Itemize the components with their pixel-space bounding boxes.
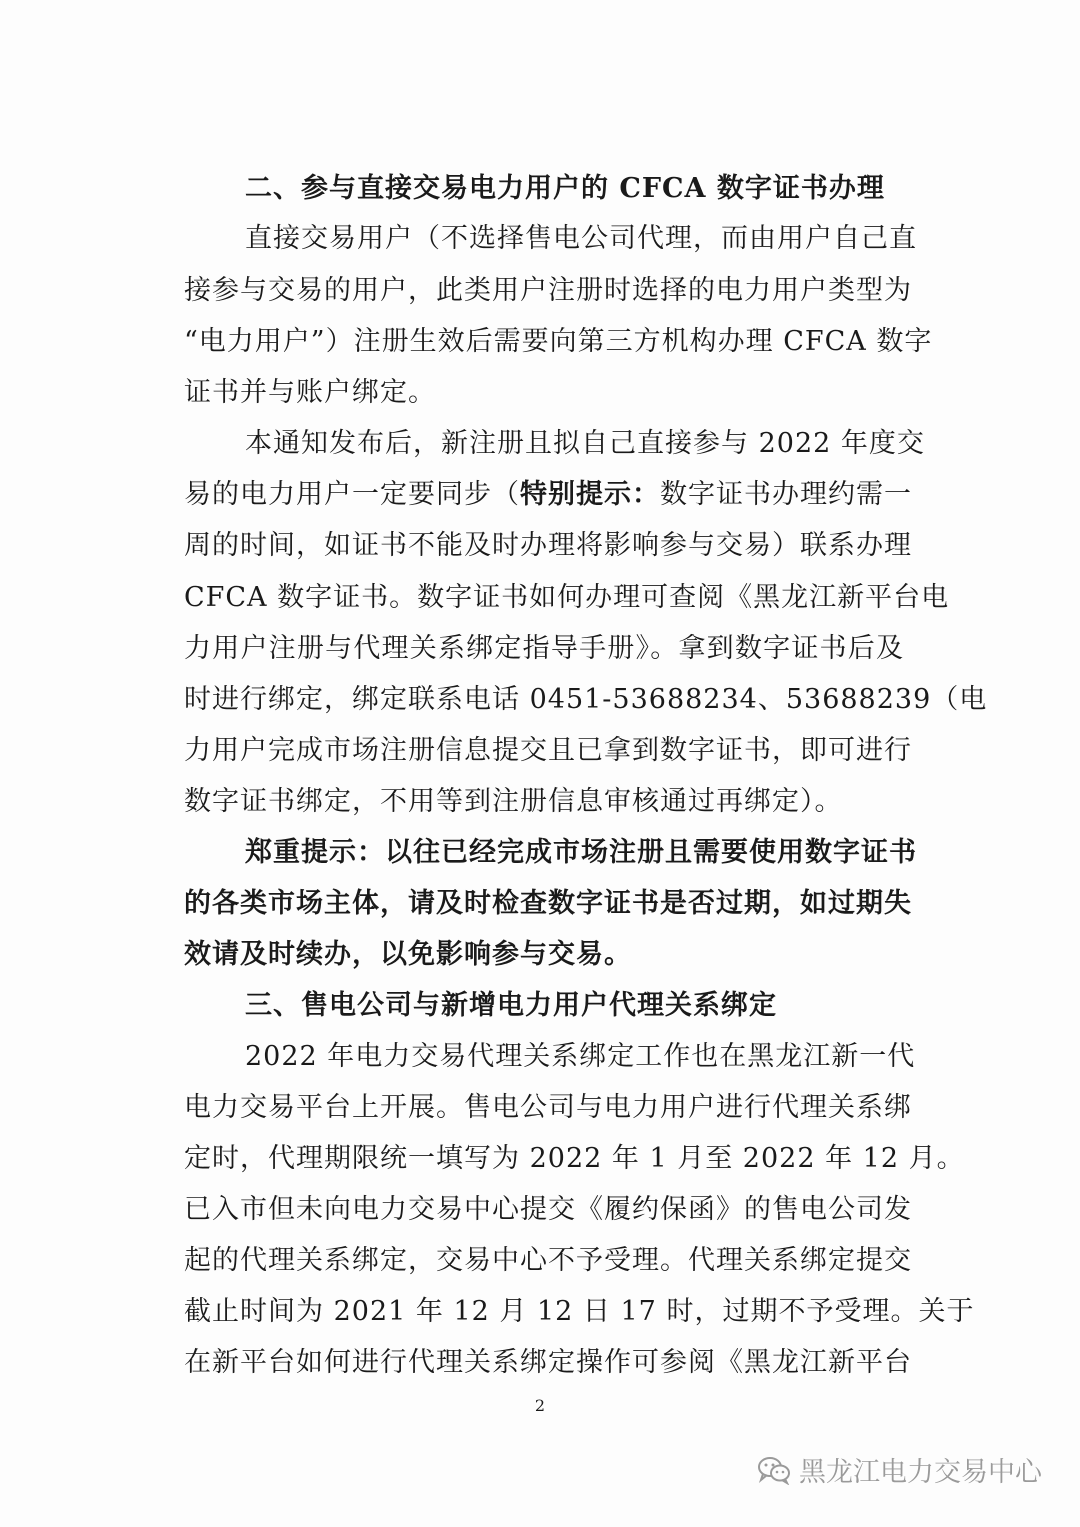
text-line: 起的代理关系绑定，交易中心不予受理。代理关系绑定提交 <box>184 1245 912 1276</box>
text-line: 证书并与账户绑定。 <box>184 377 436 408</box>
text-line-mixed <box>184 472 912 511</box>
text-line: 数字证书绑定，不用等到注册信息审核通过再绑定）。 <box>184 786 843 817</box>
text-line: 周的时间，如证书不能及时办理将影响参与交易）联系办理 <box>184 530 912 561</box>
text-segment: 易的电力用户一定要同步（ <box>184 479 520 510</box>
account-watermark <box>757 1450 1042 1489</box>
notice-line: 的各类市场主体，请及时检查数字证书是否过期，如过期失 <box>184 888 912 919</box>
wechat-icon <box>757 1455 791 1485</box>
text-line: 力用户注册与代理关系绑定指导手册》。拿到数字证书后及 <box>184 633 904 664</box>
text-line: “电力用户”）注册生效后需要向第三方机构办理 CFCA 数字 <box>184 326 933 357</box>
text-line: 时进行绑定，绑定联系电话 0451-53688234、53688239（电 <box>184 684 988 715</box>
notice-line: 效请及时续办，以免影响参与交易。 <box>184 939 632 970</box>
text-line: 2022 年电力交易代理关系绑定工作也在黑龙江新一代 <box>245 1041 916 1072</box>
text-line: 力用户完成市场注册信息提交且已拿到数字证书，即可进行 <box>184 735 912 766</box>
text-line: 本通知发布后，新注册且拟自己直接参与 2022 年度交 <box>245 428 925 459</box>
section3-heading: 三、售电公司与新增电力用户代理关系绑定 <box>245 990 777 1021</box>
notice-line: 郑重提示：以往已经完成市场注册且需要使用数字证书 <box>245 837 917 868</box>
text-segment: 数字证书办理约需一 <box>660 479 912 510</box>
special-hint-label: 特别提示： <box>520 479 660 510</box>
text-line: 已入市但未向电力交易中心提交《履约保函》的售电公司发 <box>184 1194 912 1225</box>
text-line: CFCA 数字证书。数字证书如何办理可查阅《黑龙江新平台电 <box>184 582 950 613</box>
text-line: 接参与交易的用户，此类用户注册时选择的电力用户类型为 <box>184 275 912 306</box>
text-line: 直接交易用户（不选择售电公司代理，而由用户自己直 <box>245 223 917 254</box>
text-line: 定时，代理期限统一填写为 2022 年 1 月至 2022 年 12 月。 <box>184 1143 965 1174</box>
text-line: 在新平台如何进行代理关系绑定操作可参阅《黑龙江新平台 <box>184 1347 912 1378</box>
page-number: 2 <box>534 1396 546 1415</box>
watermark-text: 黑龙江电力交易中心 <box>799 1457 1042 1488</box>
text-line: 电力交易平台上开展。售电公司与电力用户进行代理关系绑 <box>184 1092 912 1123</box>
text-line: 截止时间为 2021 年 12 月 12 日 17 时，过期不予受理。关于 <box>184 1296 975 1327</box>
section2-heading: 二、参与直接交易电力用户的 CFCA 数字证书办理 <box>245 173 885 204</box>
